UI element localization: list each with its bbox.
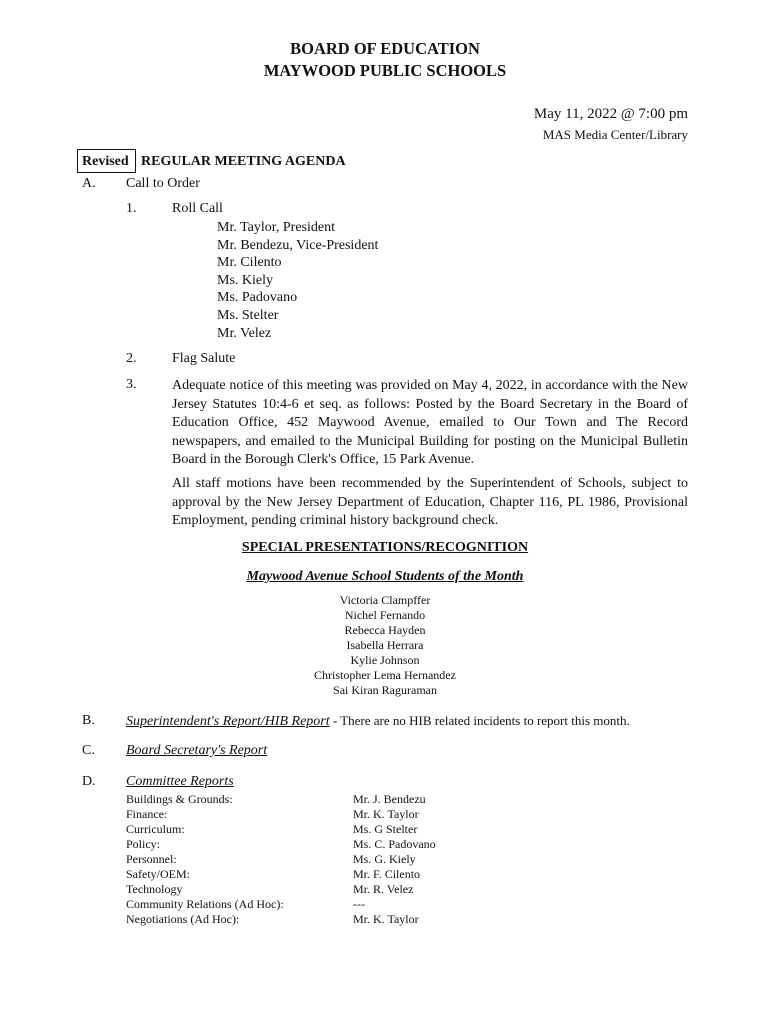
meeting-date: May 11, 2022 @ 7:00 pm (533, 106, 688, 122)
committee-name: Negotiations (Ad Hoc): (126, 912, 240, 926)
student-name: Rebecca Hayden (344, 623, 426, 637)
student-name: Nichel Fernando (344, 608, 426, 622)
section-d-letter: D. (82, 774, 96, 789)
special-presentations-heading (0, 540, 770, 556)
committee-name: Personnel: (126, 852, 177, 866)
student-name: Victoria Clampffer (339, 593, 431, 607)
revised-label: Revised (82, 154, 129, 169)
committee-name: Community Relations (Ad Hoc): (126, 897, 284, 911)
section-c-title: Board Secretary's Report (126, 743, 268, 758)
student-name: Isabella Herrara (346, 638, 424, 652)
special-heading-text: SPECIAL PRESENTATIONS/RECOGNITION (241, 540, 529, 555)
student-name: Kylie Johnson (350, 653, 420, 667)
committee-member: Mr. K. Taylor (353, 912, 419, 926)
item-2-number: 2. (126, 351, 137, 366)
committee-name: Buildings & Grounds: (126, 792, 233, 806)
committee-member: Ms. G. Kiely (353, 852, 416, 866)
roll-call-member: Mr. Bendezu, Vice-President (217, 237, 379, 253)
section-c-letter: C. (82, 743, 95, 758)
agenda-heading: REGULAR MEETING AGENDA (141, 154, 346, 169)
students-of-month-heading (0, 569, 770, 585)
committee-member: Mr. K. Taylor (353, 807, 419, 821)
students-list (0, 593, 770, 698)
section-a-title: Call to Order (126, 176, 200, 191)
section-b-line (126, 713, 630, 730)
roll-call-member: Mr. Cilento (217, 255, 282, 271)
roll-call-member: Mr. Velez (217, 325, 272, 341)
section-b-title: Superintendent's Report/HIB Report (126, 714, 330, 729)
item-1-title: Roll Call (172, 201, 223, 216)
committee-name: Policy: (126, 837, 161, 851)
committee-member: Ms. G Stelter (353, 822, 418, 836)
section-d-line (126, 774, 234, 790)
committee-member: --- (353, 897, 365, 911)
committee-member: Mr. F. Cilento (353, 867, 421, 881)
section-b-letter: B. (82, 713, 95, 728)
committee-name: Technology (126, 882, 183, 896)
notice-paragraph: Adequate notice of this meeting was provided on May 4, 2022, in accordance with the New Jersey Statutes 10:4-6 et seq. as follows: Posted by the Board Secretary in the Board of Education Office, 452 Maywood Avenue, emailed to Our Town and The Record newspapers, and emailed to the Municipal Building for posting on the Municipal Bulletin Board in the Borough Clerk's Office, 15 Park Avenue. (172, 378, 688, 467)
item-1-number: 1. (126, 201, 137, 216)
committee-member: Mr. J. Bendezu (353, 792, 426, 806)
page-title: BOARD OF EDUCATION (290, 39, 480, 58)
section-d-title: Committee Reports (126, 774, 234, 789)
committee-name: Safety/OEM: (126, 867, 190, 881)
staff-motions-paragraph: All staff motions have been recommended by the Superintendent of Schools, subject to approval by the New Jersey Department of Education, Chapter 116, PL 1986, Provisional Employment, pending criminal history background check. (172, 476, 688, 528)
committee-name: Curriculum: (126, 822, 185, 836)
roll-call-member: Mr. Taylor, President (217, 220, 335, 235)
section-c-line (126, 743, 267, 759)
committee-members (353, 792, 436, 927)
committee-member: Mr. R. Velez (353, 882, 414, 896)
roll-call-member: Ms. Stelter (217, 307, 279, 323)
roll-call-member: Ms. Kiely (217, 272, 273, 288)
roll-call-member: Ms. Padovano (217, 290, 298, 306)
committee-names (126, 792, 284, 927)
committee-member: Ms. C. Padovano (353, 837, 436, 851)
section-a-letter: A. (82, 176, 96, 191)
committee-name: Finance: (126, 807, 168, 821)
students-heading-text: Maywood Avenue School Students of the Month (246, 569, 524, 584)
meeting-location: MAS Media Center/Library (542, 127, 688, 142)
item-3-number: 3. (126, 377, 137, 392)
section-b-text: - There are no HIB related incidents to report this month. (329, 713, 630, 728)
item-2-title: Flag Salute (172, 351, 236, 366)
student-name: Sai Kiran Raguraman (333, 683, 437, 697)
roll-call-list (217, 219, 378, 342)
student-name: Christopher Lema Hernandez (314, 668, 456, 682)
page-subtitle: MAYWOOD PUBLIC SCHOOLS (263, 61, 507, 80)
